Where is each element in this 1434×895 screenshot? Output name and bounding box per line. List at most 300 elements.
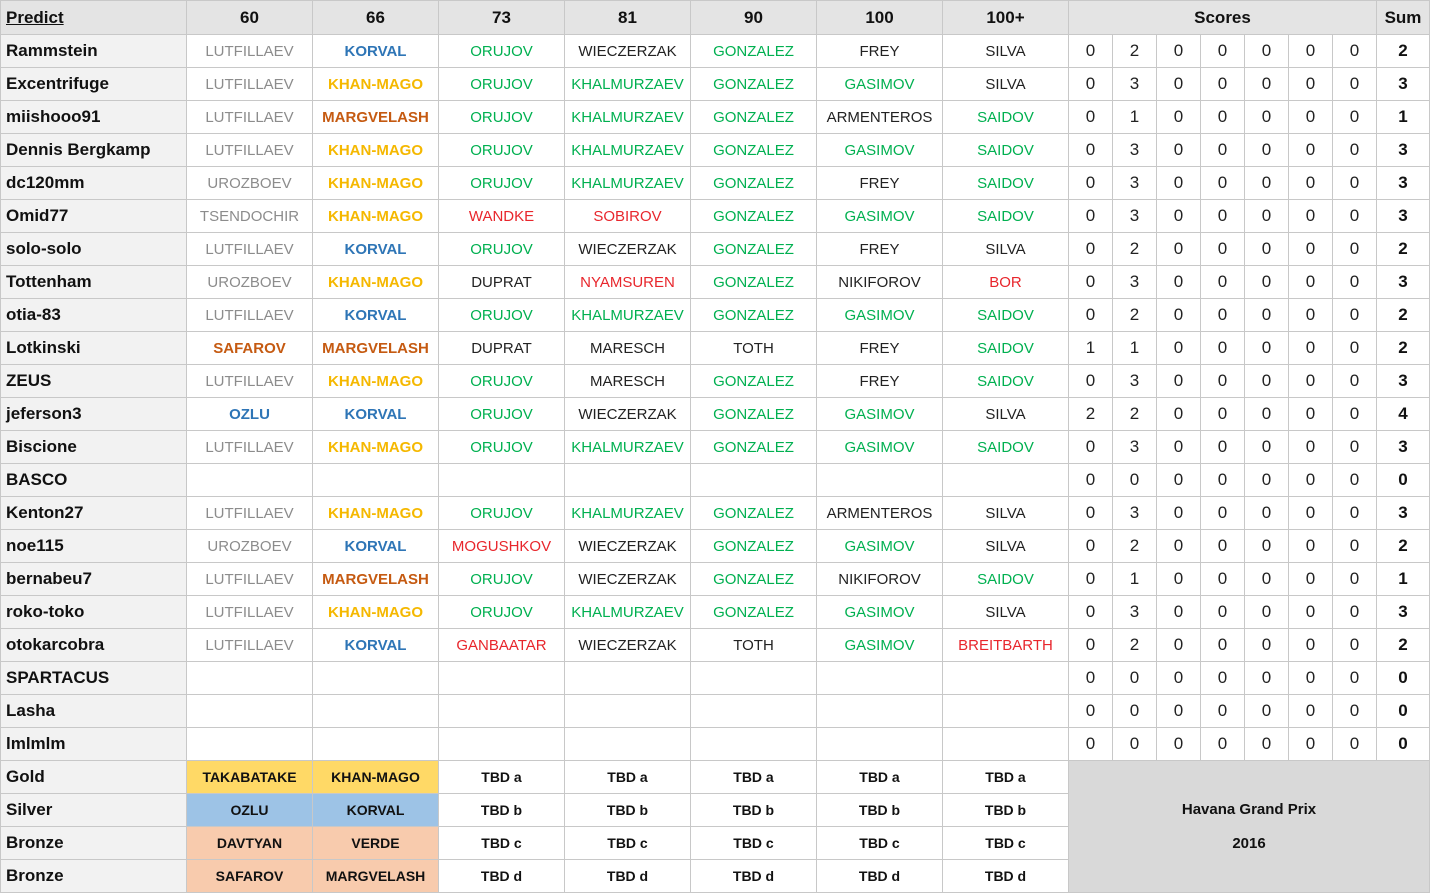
score-cell[interactable]: 0: [1201, 299, 1245, 332]
prediction-cell[interactable]: LUTFILLAEV: [187, 299, 313, 332]
medal-winner-cell[interactable]: TAKABATAKE: [187, 761, 313, 794]
prediction-cell[interactable]: MARESCH: [565, 365, 691, 398]
player-name[interactable]: Excentrifuge: [1, 68, 187, 101]
score-cell[interactable]: 0: [1289, 200, 1333, 233]
score-cell[interactable]: 0: [1069, 563, 1113, 596]
medal-winner-cell[interactable]: VERDE: [313, 827, 439, 860]
score-cell[interactable]: 1: [1069, 332, 1113, 365]
score-cell[interactable]: 0: [1333, 332, 1377, 365]
sum-cell[interactable]: 3: [1377, 200, 1430, 233]
prediction-cell[interactable]: ORUJOV: [439, 299, 565, 332]
prediction-cell[interactable]: SAIDOV: [943, 134, 1069, 167]
score-cell[interactable]: 0: [1157, 530, 1201, 563]
weight-header[interactable]: 100+: [943, 1, 1069, 35]
score-cell[interactable]: 0: [1201, 134, 1245, 167]
prediction-cell[interactable]: FREY: [817, 365, 943, 398]
prediction-cell[interactable]: WIECZERZAK: [565, 35, 691, 68]
score-cell[interactable]: 0: [1069, 299, 1113, 332]
prediction-cell[interactable]: ORUJOV: [439, 596, 565, 629]
score-cell[interactable]: 0: [1201, 68, 1245, 101]
medal-winner-cell[interactable]: TBD b: [439, 794, 565, 827]
score-cell[interactable]: 3: [1113, 167, 1157, 200]
score-cell[interactable]: 0: [1289, 728, 1333, 761]
player-name[interactable]: dc120mm: [1, 167, 187, 200]
prediction-cell[interactable]: KHAN-MAGO: [313, 266, 439, 299]
prediction-cell[interactable]: [313, 464, 439, 497]
prediction-cell[interactable]: KHALMURZAEV: [565, 134, 691, 167]
prediction-cell[interactable]: WIECZERZAK: [565, 563, 691, 596]
sum-cell[interactable]: 3: [1377, 134, 1430, 167]
sum-cell[interactable]: 2: [1377, 299, 1430, 332]
medal-label[interactable]: Bronze: [1, 827, 187, 860]
prediction-cell[interactable]: MARGVELASH: [313, 101, 439, 134]
score-cell[interactable]: 0: [1333, 299, 1377, 332]
score-cell[interactable]: 0: [1201, 332, 1245, 365]
prediction-cell[interactable]: [187, 662, 313, 695]
prediction-cell[interactable]: KHAN-MAGO: [313, 200, 439, 233]
sum-cell[interactable]: 0: [1377, 662, 1430, 695]
sum-cell[interactable]: 0: [1377, 728, 1430, 761]
prediction-cell[interactable]: OZLU: [187, 398, 313, 431]
prediction-cell[interactable]: [187, 695, 313, 728]
score-cell[interactable]: 0: [1333, 596, 1377, 629]
score-cell[interactable]: 0: [1333, 35, 1377, 68]
prediction-cell[interactable]: KHALMURZAEV: [565, 431, 691, 464]
prediction-cell[interactable]: KORVAL: [313, 398, 439, 431]
player-name[interactable]: Kenton27: [1, 497, 187, 530]
score-cell[interactable]: 0: [1157, 431, 1201, 464]
prediction-cell[interactable]: WIECZERZAK: [565, 530, 691, 563]
score-cell[interactable]: 0: [1289, 68, 1333, 101]
prediction-cell[interactable]: FREY: [817, 233, 943, 266]
prediction-cell[interactable]: [691, 464, 817, 497]
score-cell[interactable]: 2: [1113, 299, 1157, 332]
score-cell[interactable]: 0: [1069, 695, 1113, 728]
score-cell[interactable]: 0: [1069, 431, 1113, 464]
prediction-cell[interactable]: LUTFILLAEV: [187, 35, 313, 68]
prediction-cell[interactable]: ORUJOV: [439, 563, 565, 596]
score-cell[interactable]: 0: [1245, 497, 1289, 530]
prediction-cell[interactable]: [313, 695, 439, 728]
score-cell[interactable]: 0: [1157, 497, 1201, 530]
prediction-cell[interactable]: [691, 695, 817, 728]
medal-winner-cell[interactable]: TBD d: [691, 860, 817, 893]
prediction-cell[interactable]: TSENDOCHIR: [187, 200, 313, 233]
predict-header[interactable]: Predict: [1, 1, 187, 35]
prediction-cell[interactable]: UROZBOEV: [187, 167, 313, 200]
score-cell[interactable]: 0: [1245, 332, 1289, 365]
score-cell[interactable]: 0: [1069, 464, 1113, 497]
score-cell[interactable]: 0: [1333, 563, 1377, 596]
player-name[interactable]: noe115: [1, 530, 187, 563]
medal-label[interactable]: Bronze: [1, 860, 187, 893]
score-cell[interactable]: 0: [1201, 233, 1245, 266]
prediction-cell[interactable]: KORVAL: [313, 530, 439, 563]
prediction-cell[interactable]: LUTFILLAEV: [187, 497, 313, 530]
prediction-cell[interactable]: DUPRAT: [439, 332, 565, 365]
medal-winner-cell[interactable]: TBD a: [439, 761, 565, 794]
prediction-cell[interactable]: SILVA: [943, 530, 1069, 563]
prediction-cell[interactable]: WIECZERZAK: [565, 629, 691, 662]
score-cell[interactable]: 0: [1113, 695, 1157, 728]
sum-cell[interactable]: 1: [1377, 563, 1430, 596]
score-cell[interactable]: 0: [1157, 728, 1201, 761]
prediction-cell[interactable]: SAIDOV: [943, 101, 1069, 134]
score-cell[interactable]: 0: [1201, 563, 1245, 596]
medal-winner-cell[interactable]: TBD d: [439, 860, 565, 893]
score-cell[interactable]: 0: [1069, 728, 1113, 761]
sum-cell[interactable]: 3: [1377, 431, 1430, 464]
score-cell[interactable]: 0: [1289, 530, 1333, 563]
prediction-cell[interactable]: LUTFILLAEV: [187, 68, 313, 101]
sum-cell[interactable]: 3: [1377, 365, 1430, 398]
score-cell[interactable]: 0: [1289, 497, 1333, 530]
prediction-cell[interactable]: [439, 464, 565, 497]
prediction-cell[interactable]: SILVA: [943, 68, 1069, 101]
prediction-cell[interactable]: FREY: [817, 35, 943, 68]
prediction-cell[interactable]: SAFAROV: [187, 332, 313, 365]
score-cell[interactable]: 0: [1333, 365, 1377, 398]
score-cell[interactable]: 0: [1245, 398, 1289, 431]
prediction-cell[interactable]: GASIMOV: [817, 431, 943, 464]
score-cell[interactable]: 3: [1113, 68, 1157, 101]
medal-winner-cell[interactable]: TBD d: [565, 860, 691, 893]
prediction-cell[interactable]: [439, 728, 565, 761]
score-cell[interactable]: 0: [1333, 695, 1377, 728]
score-cell[interactable]: 0: [1157, 266, 1201, 299]
score-cell[interactable]: 0: [1201, 530, 1245, 563]
weight-header[interactable]: 73: [439, 1, 565, 35]
score-cell[interactable]: 0: [1245, 563, 1289, 596]
prediction-cell[interactable]: [187, 728, 313, 761]
score-cell[interactable]: 0: [1289, 299, 1333, 332]
prediction-cell[interactable]: SILVA: [943, 35, 1069, 68]
player-name[interactable]: miishooo91: [1, 101, 187, 134]
score-cell[interactable]: 2: [1113, 35, 1157, 68]
sum-cell[interactable]: 2: [1377, 35, 1430, 68]
score-cell[interactable]: 0: [1069, 134, 1113, 167]
prediction-cell[interactable]: [313, 662, 439, 695]
sum-cell[interactable]: 4: [1377, 398, 1430, 431]
score-cell[interactable]: 0: [1201, 35, 1245, 68]
prediction-cell[interactable]: WIECZERZAK: [565, 233, 691, 266]
score-cell[interactable]: 0: [1157, 365, 1201, 398]
score-cell[interactable]: 0: [1289, 167, 1333, 200]
medal-winner-cell[interactable]: DAVTYAN: [187, 827, 313, 860]
prediction-cell[interactable]: LUTFILLAEV: [187, 101, 313, 134]
prediction-cell[interactable]: KHAN-MAGO: [313, 167, 439, 200]
score-cell[interactable]: 0: [1333, 431, 1377, 464]
prediction-cell[interactable]: KHALMURZAEV: [565, 167, 691, 200]
weight-header[interactable]: 60: [187, 1, 313, 35]
prediction-cell[interactable]: KHAN-MAGO: [313, 365, 439, 398]
score-cell[interactable]: 1: [1113, 332, 1157, 365]
score-cell[interactable]: 0: [1245, 662, 1289, 695]
sum-cell[interactable]: 2: [1377, 629, 1430, 662]
player-name[interactable]: jeferson3: [1, 398, 187, 431]
prediction-cell[interactable]: SILVA: [943, 497, 1069, 530]
score-cell[interactable]: 0: [1245, 35, 1289, 68]
prediction-cell[interactable]: SAIDOV: [943, 332, 1069, 365]
medal-winner-cell[interactable]: TBD b: [565, 794, 691, 827]
score-cell[interactable]: 1: [1113, 101, 1157, 134]
prediction-cell[interactable]: ARMENTEROS: [817, 101, 943, 134]
score-cell[interactable]: 0: [1289, 332, 1333, 365]
score-cell[interactable]: 2: [1069, 398, 1113, 431]
prediction-cell[interactable]: SAIDOV: [943, 167, 1069, 200]
prediction-cell[interactable]: [439, 662, 565, 695]
prediction-cell[interactable]: GONZALEZ: [691, 266, 817, 299]
sum-cell[interactable]: 3: [1377, 497, 1430, 530]
score-cell[interactable]: 0: [1069, 167, 1113, 200]
score-cell[interactable]: 0: [1333, 398, 1377, 431]
prediction-cell[interactable]: KHAN-MAGO: [313, 596, 439, 629]
score-cell[interactable]: 0: [1157, 299, 1201, 332]
score-cell[interactable]: 0: [1245, 200, 1289, 233]
prediction-cell[interactable]: GONZALEZ: [691, 431, 817, 464]
score-cell[interactable]: 0: [1201, 596, 1245, 629]
prediction-cell[interactable]: KORVAL: [313, 35, 439, 68]
prediction-cell[interactable]: NYAMSUREN: [565, 266, 691, 299]
weight-header[interactable]: 100: [817, 1, 943, 35]
prediction-cell[interactable]: KHALMURZAEV: [565, 68, 691, 101]
prediction-cell[interactable]: [817, 662, 943, 695]
prediction-cell[interactable]: DUPRAT: [439, 266, 565, 299]
prediction-cell[interactable]: SAIDOV: [943, 431, 1069, 464]
prediction-cell[interactable]: ORUJOV: [439, 497, 565, 530]
score-cell[interactable]: 2: [1113, 629, 1157, 662]
prediction-cell[interactable]: [817, 728, 943, 761]
medal-winner-cell[interactable]: TBD c: [565, 827, 691, 860]
prediction-cell[interactable]: GONZALEZ: [691, 233, 817, 266]
prediction-cell[interactable]: GASIMOV: [817, 299, 943, 332]
prediction-cell[interactable]: [943, 464, 1069, 497]
medal-winner-cell[interactable]: TBD a: [565, 761, 691, 794]
score-cell[interactable]: 2: [1113, 233, 1157, 266]
prediction-cell[interactable]: LUTFILLAEV: [187, 431, 313, 464]
prediction-cell[interactable]: GONZALEZ: [691, 497, 817, 530]
prediction-cell[interactable]: [565, 728, 691, 761]
score-cell[interactable]: 0: [1157, 233, 1201, 266]
prediction-cell[interactable]: KHAN-MAGO: [313, 134, 439, 167]
score-cell[interactable]: 0: [1333, 233, 1377, 266]
prediction-cell[interactable]: KHALMURZAEV: [565, 101, 691, 134]
prediction-cell[interactable]: BOR: [943, 266, 1069, 299]
prediction-cell[interactable]: [943, 728, 1069, 761]
medal-winner-cell[interactable]: TBD d: [943, 860, 1069, 893]
prediction-cell[interactable]: MOGUSHKOV: [439, 530, 565, 563]
player-name[interactable]: ZEUS: [1, 365, 187, 398]
medal-winner-cell[interactable]: TBD a: [943, 761, 1069, 794]
score-cell[interactable]: 0: [1069, 35, 1113, 68]
score-cell[interactable]: 0: [1157, 695, 1201, 728]
score-cell[interactable]: 0: [1157, 398, 1201, 431]
prediction-cell[interactable]: ORUJOV: [439, 134, 565, 167]
score-cell[interactable]: 2: [1113, 398, 1157, 431]
prediction-cell[interactable]: GONZALEZ: [691, 68, 817, 101]
prediction-cell[interactable]: [943, 662, 1069, 695]
player-name[interactable]: solo-solo: [1, 233, 187, 266]
score-cell[interactable]: 0: [1069, 530, 1113, 563]
score-cell[interactable]: 0: [1157, 596, 1201, 629]
prediction-cell[interactable]: NIKIFOROV: [817, 266, 943, 299]
player-name[interactable]: otokarcobra: [1, 629, 187, 662]
scores-header[interactable]: Scores: [1069, 1, 1377, 35]
sum-cell[interactable]: 3: [1377, 68, 1430, 101]
score-cell[interactable]: 0: [1069, 233, 1113, 266]
prediction-cell[interactable]: GASIMOV: [817, 398, 943, 431]
score-cell[interactable]: 0: [1289, 266, 1333, 299]
score-cell[interactable]: 0: [1157, 332, 1201, 365]
prediction-cell[interactable]: GONZALEZ: [691, 596, 817, 629]
score-cell[interactable]: 0: [1333, 167, 1377, 200]
score-cell[interactable]: 0: [1333, 101, 1377, 134]
player-name[interactable]: Omid77: [1, 200, 187, 233]
player-name[interactable]: Biscione: [1, 431, 187, 464]
score-cell[interactable]: 0: [1201, 728, 1245, 761]
score-cell[interactable]: 0: [1289, 695, 1333, 728]
score-cell[interactable]: 0: [1069, 629, 1113, 662]
prediction-cell[interactable]: ORUJOV: [439, 35, 565, 68]
medal-winner-cell[interactable]: TBD a: [691, 761, 817, 794]
prediction-cell[interactable]: KHAN-MAGO: [313, 68, 439, 101]
prediction-cell[interactable]: LUTFILLAEV: [187, 596, 313, 629]
prediction-cell[interactable]: GONZALEZ: [691, 134, 817, 167]
medal-winner-cell[interactable]: TBD a: [817, 761, 943, 794]
score-cell[interactable]: 0: [1289, 398, 1333, 431]
score-cell[interactable]: 0: [1289, 233, 1333, 266]
sum-cell[interactable]: 2: [1377, 332, 1430, 365]
prediction-cell[interactable]: SILVA: [943, 596, 1069, 629]
prediction-cell[interactable]: KORVAL: [313, 629, 439, 662]
weight-header[interactable]: 66: [313, 1, 439, 35]
score-cell[interactable]: 0: [1245, 530, 1289, 563]
medal-label[interactable]: Gold: [1, 761, 187, 794]
prediction-cell[interactable]: GONZALEZ: [691, 299, 817, 332]
prediction-cell[interactable]: WANDKE: [439, 200, 565, 233]
prediction-cell[interactable]: SAIDOV: [943, 200, 1069, 233]
medal-winner-cell[interactable]: MARGVELASH: [313, 860, 439, 893]
prediction-cell[interactable]: WIECZERZAK: [565, 398, 691, 431]
score-cell[interactable]: 0: [1245, 266, 1289, 299]
score-cell[interactable]: 0: [1157, 167, 1201, 200]
player-name[interactable]: otia-83: [1, 299, 187, 332]
score-cell[interactable]: 0: [1289, 35, 1333, 68]
sum-cell[interactable]: 2: [1377, 233, 1430, 266]
prediction-cell[interactable]: [943, 695, 1069, 728]
prediction-cell[interactable]: SILVA: [943, 398, 1069, 431]
score-cell[interactable]: 0: [1201, 431, 1245, 464]
prediction-cell[interactable]: [817, 695, 943, 728]
score-cell[interactable]: 0: [1201, 167, 1245, 200]
prediction-cell[interactable]: SOBIROV: [565, 200, 691, 233]
score-cell[interactable]: 0: [1245, 596, 1289, 629]
prediction-cell[interactable]: LUTFILLAEV: [187, 365, 313, 398]
score-cell[interactable]: 3: [1113, 365, 1157, 398]
score-cell[interactable]: 0: [1069, 365, 1113, 398]
score-cell[interactable]: 0: [1157, 629, 1201, 662]
medal-winner-cell[interactable]: KHAN-MAGO: [313, 761, 439, 794]
prediction-cell[interactable]: ARMENTEROS: [817, 497, 943, 530]
prediction-cell[interactable]: [565, 662, 691, 695]
prediction-cell[interactable]: [565, 464, 691, 497]
prediction-cell[interactable]: GASIMOV: [817, 68, 943, 101]
score-cell[interactable]: 0: [1201, 398, 1245, 431]
score-cell[interactable]: 0: [1201, 200, 1245, 233]
score-cell[interactable]: 0: [1289, 629, 1333, 662]
score-cell[interactable]: 0: [1245, 695, 1289, 728]
medal-winner-cell[interactable]: TBD d: [817, 860, 943, 893]
player-name[interactable]: lmlmlm: [1, 728, 187, 761]
prediction-cell[interactable]: KHAN-MAGO: [313, 497, 439, 530]
score-cell[interactable]: 0: [1157, 134, 1201, 167]
prediction-cell[interactable]: GASIMOV: [817, 134, 943, 167]
score-cell[interactable]: 0: [1069, 101, 1113, 134]
prediction-cell[interactable]: ORUJOV: [439, 365, 565, 398]
score-cell[interactable]: 0: [1333, 134, 1377, 167]
score-cell[interactable]: 0: [1333, 497, 1377, 530]
score-cell[interactable]: 0: [1069, 662, 1113, 695]
medal-winner-cell[interactable]: OZLU: [187, 794, 313, 827]
score-cell[interactable]: 0: [1113, 662, 1157, 695]
player-name[interactable]: Rammstein: [1, 35, 187, 68]
score-cell[interactable]: 0: [1289, 365, 1333, 398]
score-cell[interactable]: 0: [1245, 299, 1289, 332]
sum-cell[interactable]: 3: [1377, 266, 1430, 299]
score-cell[interactable]: 0: [1245, 68, 1289, 101]
score-cell[interactable]: 3: [1113, 431, 1157, 464]
prediction-cell[interactable]: GASIMOV: [817, 200, 943, 233]
sum-cell[interactable]: 0: [1377, 695, 1430, 728]
player-name[interactable]: SPARTACUS: [1, 662, 187, 695]
score-cell[interactable]: 0: [1069, 68, 1113, 101]
player-name[interactable]: Lotkinski: [1, 332, 187, 365]
prediction-cell[interactable]: GONZALEZ: [691, 365, 817, 398]
score-cell[interactable]: 0: [1201, 464, 1245, 497]
medal-winner-cell[interactable]: TBD c: [439, 827, 565, 860]
medal-label[interactable]: Silver: [1, 794, 187, 827]
medal-winner-cell[interactable]: TBD c: [691, 827, 817, 860]
score-cell[interactable]: 0: [1289, 134, 1333, 167]
score-cell[interactable]: 0: [1245, 365, 1289, 398]
prediction-cell[interactable]: FREY: [817, 167, 943, 200]
prediction-cell[interactable]: GONZALEZ: [691, 101, 817, 134]
score-cell[interactable]: 0: [1333, 464, 1377, 497]
prediction-cell[interactable]: MARESCH: [565, 332, 691, 365]
score-cell[interactable]: 0: [1245, 629, 1289, 662]
prediction-cell[interactable]: GONZALEZ: [691, 530, 817, 563]
score-cell[interactable]: 0: [1289, 596, 1333, 629]
score-cell[interactable]: 0: [1245, 233, 1289, 266]
prediction-cell[interactable]: [817, 464, 943, 497]
prediction-cell[interactable]: ORUJOV: [439, 398, 565, 431]
score-cell[interactable]: 0: [1157, 662, 1201, 695]
prediction-cell[interactable]: [565, 695, 691, 728]
score-cell[interactable]: 0: [1157, 35, 1201, 68]
prediction-cell[interactable]: TOTH: [691, 629, 817, 662]
sum-cell[interactable]: 2: [1377, 530, 1430, 563]
medal-winner-cell[interactable]: TBD b: [943, 794, 1069, 827]
prediction-cell[interactable]: ORUJOV: [439, 68, 565, 101]
score-cell[interactable]: 0: [1069, 497, 1113, 530]
score-cell[interactable]: 0: [1113, 728, 1157, 761]
prediction-cell[interactable]: MARGVELASH: [313, 563, 439, 596]
weight-header[interactable]: 81: [565, 1, 691, 35]
score-cell[interactable]: 0: [1289, 662, 1333, 695]
prediction-cell[interactable]: [313, 728, 439, 761]
score-cell[interactable]: 3: [1113, 596, 1157, 629]
score-cell[interactable]: 0: [1333, 68, 1377, 101]
